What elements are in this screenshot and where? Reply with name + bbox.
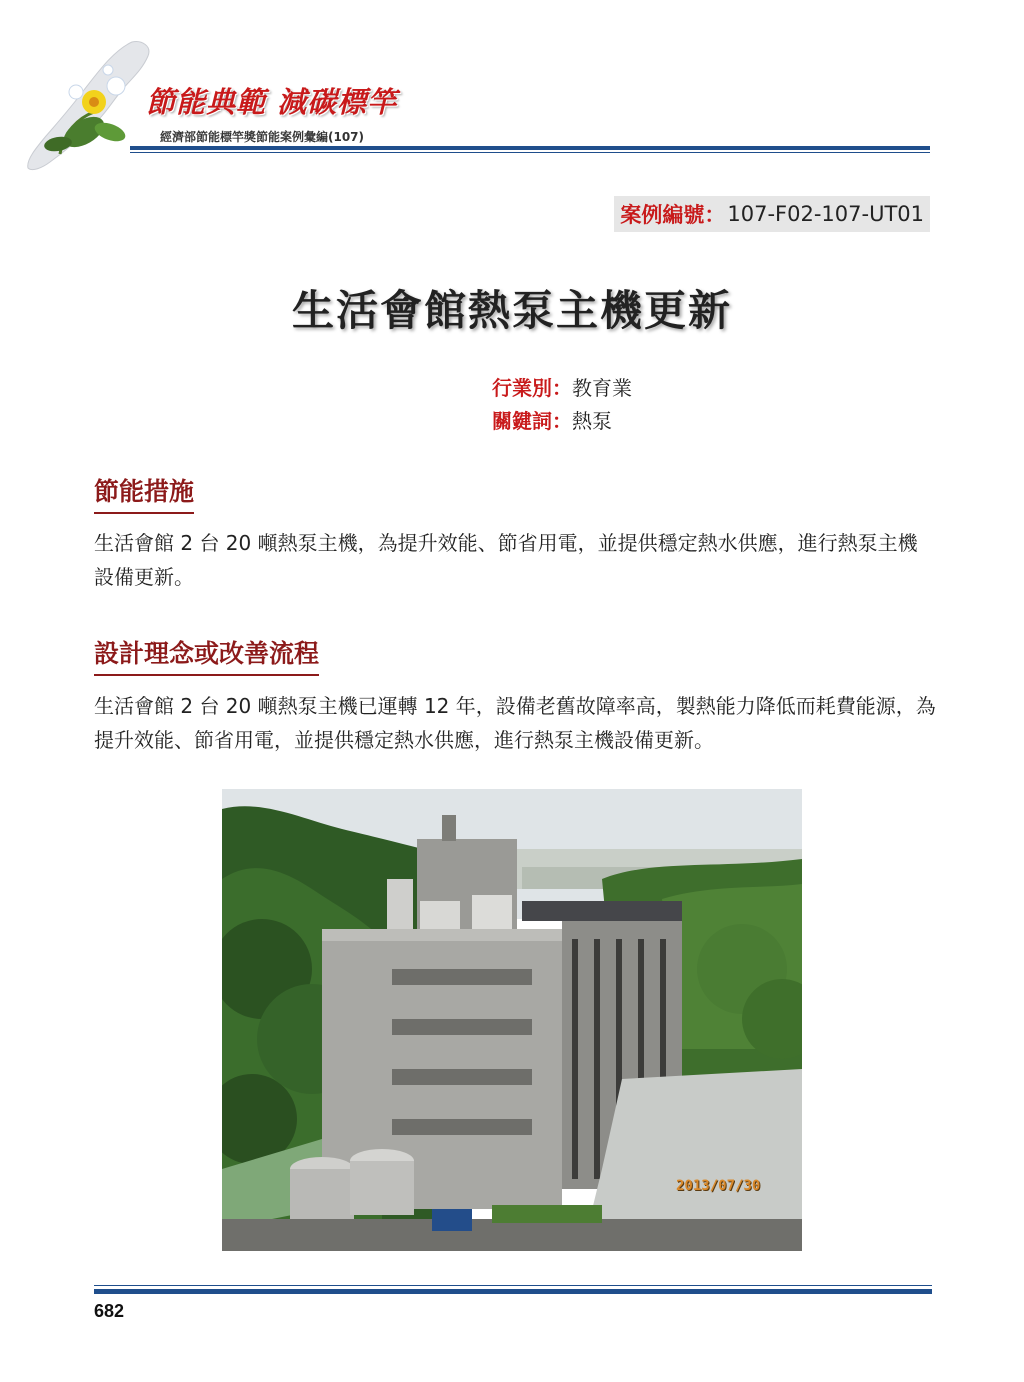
photo-date-stamp: 2013/07/30 [676,1178,761,1194]
page-title: 生活會館熱泵主機更新 [291,286,732,335]
industry-value: 教育業 [572,376,632,400]
industry-row [492,372,632,401]
industry-label: 行業別： [492,376,572,400]
header-divider [130,146,930,150]
section-body-design: 生活會館 2 台 20 噸熱泵主機已運轉 12 年，設備老舊故障率高，製熱能力降低而耗費能源，為提升效能、節省用電，並提供穩定熱水供應，進行熱泵主機設備更新。 [94,694,936,752]
header-divider-thin [130,152,930,153]
section-heading-design: 設計理念或改善流程 [94,634,319,676]
case-number-value: 107-F02-107-UT01 [727,202,924,226]
case-number-label: 案例編號： [620,203,726,227]
case-number-box [614,196,930,232]
keyword-label: 關鍵詞： [492,409,572,433]
footer-divider-thin [94,1285,932,1286]
header-title: 節能典範 減碳標竿 [146,85,398,119]
section-body-measures: 生活會館 2 台 20 噸熱泵主機，為提升效能、節省用電，並提供穩定熱水供應，進行熱泵主機設備更新。 [94,531,918,589]
keyword-row [492,405,612,434]
footer-divider [94,1289,932,1294]
section-heading-measures: 節能措施 [94,472,194,514]
taiwan-emblem-icon [20,36,160,176]
header-subtitle: 經濟部節能標竿獎節能案例彙編(107) [160,130,365,144]
keyword-value: 熱泵 [572,409,612,433]
page-number: 682 [94,1301,125,1321]
